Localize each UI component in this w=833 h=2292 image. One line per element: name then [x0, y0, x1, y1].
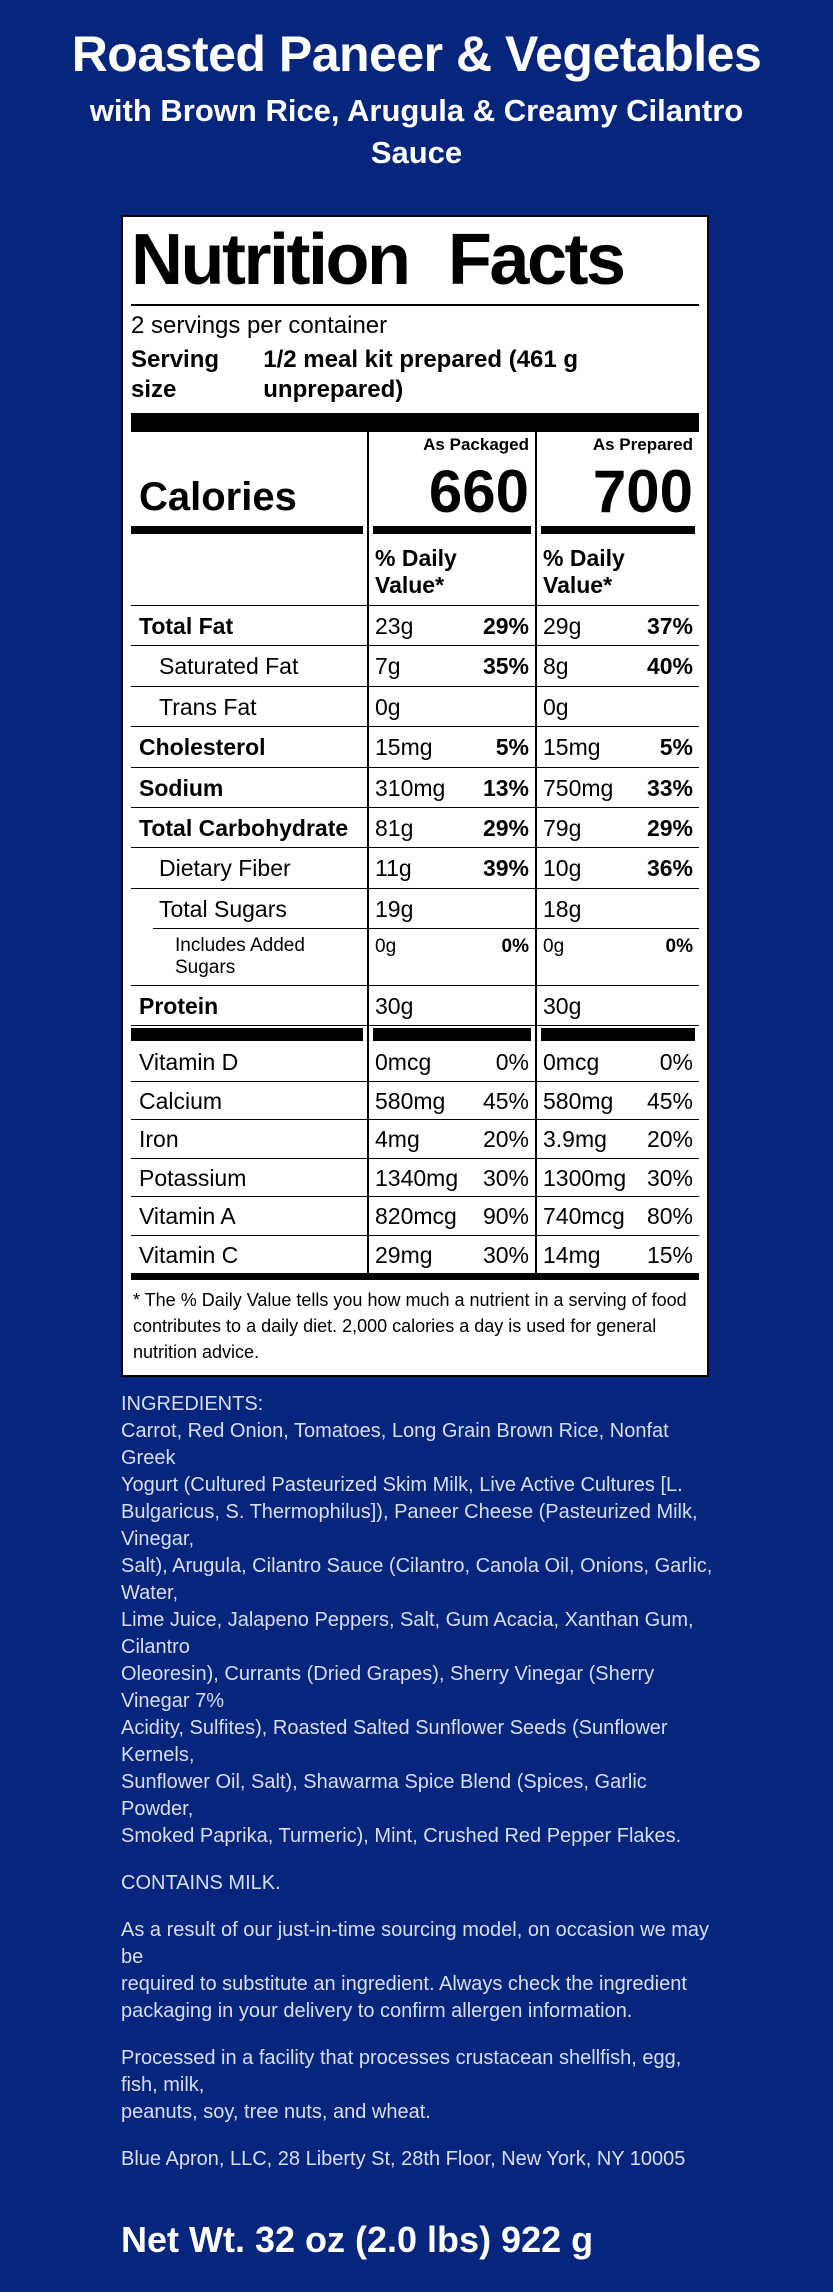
- ingredients-line: Acidity, Sulfites), Roasted Salted Sunflower Seeds (Sunflower Kernels,: [121, 1717, 668, 1767]
- nutrient-name-cell: [131, 1082, 367, 1119]
- separator-segment: [535, 524, 699, 536]
- nutrient-name-cell: [131, 687, 367, 726]
- amount-as-prepared: 14mg: [543, 1241, 601, 1268]
- amount-as-prepared: 10g: [543, 855, 582, 882]
- footnote-separator-bar: [131, 1273, 699, 1280]
- value-cell-as-packaged: [367, 986, 535, 1025]
- daily-value-as-prepared: 5%: [659, 734, 693, 761]
- nutrient-name: Iron: [139, 1126, 179, 1153]
- daily-value-as-prepared: 0%: [659, 1049, 693, 1076]
- value-cell-as-prepared: [535, 768, 699, 807]
- sourcing-line: packaging in your delivery to confirm allergen information.: [121, 2000, 633, 2023]
- amount-as-prepared: 18g: [543, 895, 582, 922]
- title-divider: [131, 304, 699, 306]
- amount-as-prepared: 30g: [543, 992, 582, 1019]
- sourcing-line: required to substitute an ingredient. Always check the ingredient: [121, 1973, 687, 1996]
- amount-as-prepared: 29g: [543, 612, 582, 639]
- value-cell-as-prepared: [535, 1120, 699, 1157]
- page-title: Roasted Paneer & Vegetables: [71, 26, 762, 82]
- amount-as-prepared: 740mcg: [543, 1203, 625, 1230]
- amount-as-packaged: 7g: [375, 653, 401, 680]
- value-cell-as-packaged: [367, 1043, 535, 1080]
- nutrient-name: Includes Added Sugars: [175, 935, 305, 979]
- separator-segment: [367, 524, 535, 536]
- value-cell-as-prepared: [535, 1043, 699, 1080]
- daily-value-as-packaged: 39%: [482, 855, 529, 882]
- ingredients-line: Sunflower Oil, Salt), Shawarma Spice Blend (Spices, Garlic Powder,: [121, 1771, 647, 1821]
- amount-as-prepared: 0g: [543, 936, 565, 958]
- daily-value-as-packaged: 5%: [495, 734, 529, 761]
- value-cell-as-prepared: [535, 606, 699, 645]
- nutrient-row: [131, 847, 699, 887]
- separator-segment: [367, 1026, 535, 1043]
- vitamin-row: [131, 1158, 699, 1196]
- ingredients-heading: INGREDIENTS:: [121, 1393, 264, 1416]
- facility-line: peanuts, soy, tree nuts, and wheat.: [121, 2101, 431, 2124]
- amount-as-packaged: 0g: [375, 936, 397, 958]
- nutrition-label: [121, 215, 709, 1377]
- serving-size-value: 1/2 meal kit prepared (461 g unprepared): [263, 345, 579, 403]
- nutrient-row: [131, 928, 699, 985]
- nutrient-name: Potassium: [139, 1164, 247, 1191]
- facility-note: [121, 2045, 713, 2126]
- ingredients-text: [121, 1418, 713, 1850]
- amount-as-packaged: 1340mg: [375, 1164, 459, 1191]
- amount-as-packaged: 820mcg: [375, 1203, 457, 1230]
- column-header-as-prepared: As Prepared: [535, 432, 699, 457]
- daily-value-as-prepared: 29%: [646, 814, 693, 841]
- column-header-row: [131, 432, 699, 457]
- amount-as-packaged: 15mg: [375, 734, 433, 761]
- column-header-spacer: [131, 432, 367, 457]
- daily-value-as-prepared: 45%: [646, 1087, 693, 1114]
- daily-value-as-packaged: 30%: [482, 1241, 529, 1268]
- separator-segment: [131, 524, 367, 536]
- value-cell-as-prepared: [535, 727, 699, 766]
- calories-value-as-packaged: 660: [367, 457, 535, 524]
- medium-separator-row: [131, 524, 699, 536]
- value-cell-as-prepared: [535, 889, 699, 928]
- daily-value-as-prepared: 37%: [646, 612, 693, 639]
- vitamin-table-body: [131, 1043, 699, 1273]
- column-header-as-packaged: As Packaged: [367, 432, 535, 457]
- nutrient-name: Sodium: [139, 774, 224, 801]
- ingredients-line: Smoked Paprika, Turmeric), Mint, Crushed Red Pepper Flakes.: [121, 1825, 682, 1848]
- nutrient-name: Dietary Fiber: [159, 855, 291, 882]
- nutrient-name: Vitamin D: [139, 1049, 239, 1076]
- ingredients-line: Bulgaricus, S. Thermophilus]), Paneer Cheese (Pasteurized Milk, Vinegar,: [121, 1501, 698, 1551]
- value-cell-as-prepared: [535, 986, 699, 1025]
- daily-value-as-packaged: 45%: [482, 1087, 529, 1114]
- facility-line: Processed in a facility that processes crustacean shellfish, egg, fish, milk,: [121, 2047, 682, 2097]
- calories-row: [131, 457, 699, 524]
- nutrition-facts-title: Nutrition Facts: [131, 220, 624, 301]
- nutrient-name-cell: [131, 1043, 367, 1080]
- value-cell-as-packaged: [367, 1082, 535, 1119]
- value-cell-as-packaged: [367, 928, 535, 985]
- nutrient-row: [131, 686, 699, 726]
- nutrient-name-cell: [131, 848, 367, 887]
- value-cell-as-prepared: [535, 1197, 699, 1234]
- daily-value-as-prepared: 33%: [646, 774, 693, 801]
- amount-as-packaged: 4mg: [375, 1126, 420, 1153]
- amount-as-packaged: 81g: [375, 814, 414, 841]
- daily-value-as-prepared: 0%: [665, 936, 693, 958]
- nutrient-name-cell: [131, 1120, 367, 1157]
- daily-value-as-prepared: 40%: [646, 653, 693, 680]
- value-cell-as-prepared: [535, 808, 699, 847]
- value-cell-as-prepared: [535, 928, 699, 985]
- nutrient-name-cell: [131, 1159, 367, 1196]
- daily-value-as-prepared: 36%: [646, 855, 693, 882]
- ingredients-line: Salt), Arugula, Cilantro Sauce (Cilantro, Canola Oil, Onions, Garlic, Water,: [121, 1555, 713, 1605]
- value-cell-as-packaged: [367, 1120, 535, 1157]
- amount-as-prepared: 8g: [543, 653, 569, 680]
- amount-as-prepared: 0mcg: [543, 1049, 600, 1076]
- daily-value-as-prepared: 15%: [646, 1241, 693, 1268]
- vitamin-row: [131, 1196, 699, 1234]
- nutrient-row: [131, 605, 699, 645]
- calories-label: Calories: [139, 474, 297, 519]
- amount-as-prepared: 750mg: [543, 774, 614, 801]
- nutrient-row: [131, 767, 699, 807]
- value-cell-as-packaged: [367, 889, 535, 928]
- daily-value-as-packaged: 35%: [482, 653, 529, 680]
- nutrient-name-cell: [131, 986, 367, 1025]
- nutrient-table-body: [131, 605, 699, 1026]
- nutrient-name: Calcium: [139, 1087, 223, 1114]
- vitamin-row: [131, 1235, 699, 1273]
- daily-value-spacer: [131, 536, 367, 605]
- value-cell-as-prepared: [535, 848, 699, 887]
- value-cell-as-prepared: [535, 687, 699, 726]
- nutrient-name: Vitamin C: [139, 1241, 239, 1268]
- value-cell-as-packaged: [367, 848, 535, 887]
- nutrient-row: [131, 985, 699, 1025]
- vitamin-row: [131, 1119, 699, 1157]
- nutrient-row: [131, 645, 699, 685]
- serving-size-row: [131, 345, 699, 405]
- separator-segment: [535, 1026, 699, 1043]
- nutrient-row: [131, 888, 699, 928]
- daily-value-as-prepared: 20%: [646, 1126, 693, 1153]
- daily-value-as-packaged: 30%: [482, 1164, 529, 1191]
- product-info: [121, 1391, 713, 2173]
- value-cell-as-packaged: [367, 1197, 535, 1234]
- ingredients-line: Yogurt (Cultured Pasteurized Skim Milk, Live Active Cultures [L.: [121, 1474, 683, 1497]
- amount-as-prepared: 0g: [543, 693, 569, 720]
- vitamin-row: [131, 1081, 699, 1119]
- daily-value-as-prepared: 30%: [646, 1164, 693, 1191]
- nutrient-name: Total Carbohydrate: [139, 814, 349, 841]
- nutrient-name: Total Sugars: [159, 895, 287, 922]
- value-cell-as-packaged: [367, 687, 535, 726]
- net-weight: Net Wt. 32 oz (2.0 lbs) 922 g: [121, 2219, 594, 2261]
- nutrient-name: Vitamin A: [139, 1203, 236, 1230]
- thick-separator-bar: [131, 413, 699, 432]
- amount-as-prepared: 79g: [543, 814, 582, 841]
- nutrient-name: Protein: [139, 992, 219, 1019]
- ingredients-line: Carrot, Red Onion, Tomatoes, Long Grain Brown Rice, Nonfat Greek: [121, 1420, 669, 1470]
- footnote-line: contributes to a daily diet. 2,000 calories a day is used for general: [133, 1316, 657, 1337]
- daily-value-header-as-packaged: % Daily Value*: [367, 536, 535, 605]
- daily-value-as-packaged: 0%: [495, 1049, 529, 1076]
- daily-value-as-packaged: 90%: [482, 1203, 529, 1230]
- value-cell-as-packaged: [367, 646, 535, 685]
- amount-as-prepared: 1300mg: [543, 1164, 627, 1191]
- amount-as-packaged: 11g: [375, 855, 412, 882]
- amount-as-packaged: 0g: [375, 693, 401, 720]
- value-cell-as-packaged: [367, 1159, 535, 1196]
- daily-value-as-packaged: 13%: [482, 774, 529, 801]
- calories-value-as-prepared: 700: [535, 457, 699, 524]
- page-subtitle: [0, 90, 833, 173]
- daily-value-as-packaged: 29%: [482, 612, 529, 639]
- amount-as-packaged: 580mg: [375, 1087, 446, 1114]
- nutrient-name: Trans Fat: [159, 693, 257, 720]
- value-cell-as-prepared: [535, 1236, 699, 1273]
- nutrient-name-cell: [131, 727, 367, 766]
- daily-value-as-packaged: 0%: [501, 936, 529, 958]
- amount-as-packaged: 30g: [375, 992, 414, 1019]
- hero-header: [0, 0, 833, 173]
- value-cell-as-packaged: [367, 768, 535, 807]
- nutrient-name-cell: [131, 768, 367, 807]
- daily-value-footnote: [131, 1280, 699, 1365]
- amount-as-packaged: 310mg: [375, 774, 446, 801]
- contains-statement: CONTAINS MILK.: [121, 1872, 281, 1895]
- nutrient-name-cell: [131, 1236, 367, 1273]
- value-cell-as-prepared: [535, 1159, 699, 1196]
- servings-per-container: 2 servings per container: [131, 311, 388, 339]
- amount-as-prepared: 3.9mg: [543, 1126, 607, 1153]
- ingredients-line: Oleoresin), Currants (Dried Grapes), Sherry Vinegar (Sherry Vinegar 7%: [121, 1663, 655, 1713]
- nutrient-name-cell: [131, 889, 367, 928]
- separator-segment: [131, 1026, 367, 1043]
- page-subtitle-line: with Brown Rice, Arugula & Creamy Cilantro: [89, 93, 744, 128]
- ingredients-line: Lime Juice, Jalapeno Peppers, Salt, Gum Acacia, Xanthan Gum, Cilantro: [121, 1609, 694, 1659]
- amount-as-prepared: 580mg: [543, 1087, 614, 1114]
- value-cell-as-prepared: [535, 1082, 699, 1119]
- daily-value-header-as-prepared: % Daily Value*: [535, 536, 699, 605]
- page-subtitle-line: Sauce: [370, 134, 463, 170]
- nutrient-row: [131, 807, 699, 847]
- footnote-line: nutrition advice.: [133, 1342, 260, 1363]
- daily-value-as-packaged: 20%: [482, 1126, 529, 1153]
- sourcing-line: As a result of our just-in-time sourcing model, on occasion we may be: [121, 1919, 710, 1969]
- daily-value-as-prepared: 80%: [646, 1203, 693, 1230]
- value-cell-as-packaged: [367, 808, 535, 847]
- nutrient-name-cell: [131, 606, 367, 645]
- nutrient-row: [131, 726, 699, 766]
- nutrient-name: Total Fat: [139, 612, 234, 639]
- nutrient-name: Cholesterol: [139, 734, 266, 761]
- amount-as-packaged: 19g: [375, 895, 414, 922]
- manufacturer-address: Blue Apron, LLC, 28 Liberty St, 28th Floor, New York, NY 10005: [121, 2148, 686, 2171]
- vitamin-row: [131, 1043, 699, 1080]
- value-cell-as-packaged: [367, 1236, 535, 1273]
- daily-value-header-row: [131, 536, 699, 605]
- value-cell-as-prepared: [535, 646, 699, 685]
- nutrient-name-cell: [131, 928, 367, 985]
- nutrient-name-cell: [131, 808, 367, 847]
- footnote-line: * The % Daily Value tells you how much a nutrient in a serving of food: [133, 1290, 687, 1311]
- value-cell-as-packaged: [367, 606, 535, 645]
- thick-separator-row: [131, 1025, 699, 1043]
- value-cell-as-packaged: [367, 727, 535, 766]
- nutrient-name: Saturated Fat: [159, 653, 299, 680]
- amount-as-packaged: 23g: [375, 612, 414, 639]
- sourcing-note: [121, 1917, 713, 2025]
- nutrient-name-cell: [131, 646, 367, 685]
- nutrient-name-cell: [131, 1197, 367, 1234]
- daily-value-as-packaged: 29%: [482, 814, 529, 841]
- amount-as-packaged: 0mcg: [375, 1049, 432, 1076]
- amount-as-prepared: 15mg: [543, 734, 601, 761]
- serving-size-label: Serving size: [131, 345, 220, 403]
- amount-as-packaged: 29mg: [375, 1241, 433, 1268]
